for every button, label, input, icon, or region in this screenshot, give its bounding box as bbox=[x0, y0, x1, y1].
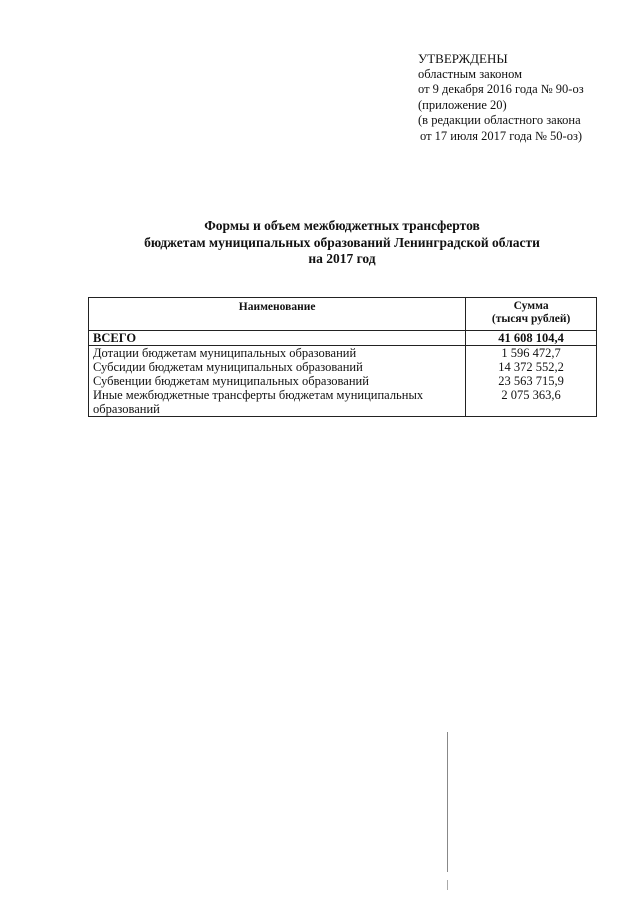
row-value: 14 372 552,2 bbox=[466, 360, 597, 374]
title-line: на 2017 год bbox=[308, 251, 376, 266]
header-sum-label: Сумма bbox=[513, 300, 549, 312]
approval-line: областным законом bbox=[418, 66, 523, 81]
approval-line: (приложение 20) bbox=[418, 97, 507, 112]
row-name: Иные межбюджетные трансферты бюджетам муниципальных образований bbox=[89, 388, 466, 417]
table-row bbox=[89, 388, 597, 417]
document-title bbox=[88, 218, 596, 268]
row-name: Дотации бюджетам муниципальных образований bbox=[89, 346, 466, 361]
row-name: Субсидии бюджетам муниципальных образований bbox=[89, 360, 466, 374]
row-value: 2 075 363,6 bbox=[466, 388, 597, 417]
table-row bbox=[89, 346, 597, 361]
total-name: ВСЕГО bbox=[89, 331, 466, 346]
scan-artifact-line bbox=[447, 732, 448, 872]
table-row-total bbox=[89, 331, 597, 346]
row-value: 23 563 715,9 bbox=[466, 374, 597, 388]
title-line: Формы и объем межбюджетных трансфертов bbox=[204, 218, 480, 233]
total-value: 41 608 104,4 bbox=[466, 331, 597, 346]
transfers-table bbox=[88, 297, 597, 417]
header-name: Наименование bbox=[89, 298, 466, 331]
table-row bbox=[89, 360, 597, 374]
table-header-row bbox=[89, 298, 597, 331]
row-name: Субвенции бюджетам муниципальных образований bbox=[89, 374, 466, 388]
scan-artifact-line bbox=[447, 880, 448, 890]
approval-line: от 9 декабря 2016 года № 90-оз bbox=[418, 82, 584, 96]
table-row bbox=[89, 374, 597, 388]
approval-line: (в редакции областного закона bbox=[418, 113, 581, 127]
title-line: бюджетам муниципальных образований Ленинградской области bbox=[144, 234, 540, 250]
approval-block bbox=[418, 51, 584, 144]
approval-heading: УТВЕРЖДЕНЫ bbox=[418, 51, 508, 66]
approval-line: от 17 июля 2017 года № 50-оз) bbox=[420, 128, 583, 143]
row-value: 1 596 472,7 bbox=[466, 346, 597, 361]
header-sum-unit: (тысяч рублей) bbox=[491, 313, 571, 325]
header-sum bbox=[466, 298, 597, 331]
